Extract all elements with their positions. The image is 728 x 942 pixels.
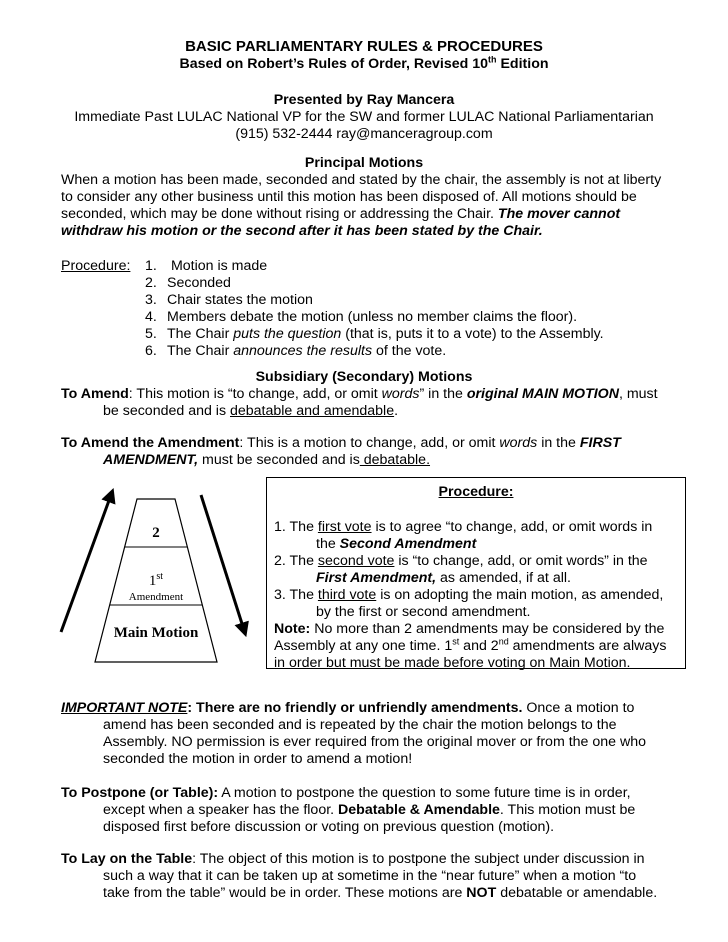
presenter-role: Immediate Past LULAC National VP for the SW and former LULAC National Parliamentarian [74, 109, 654, 125]
box-note: Note: No more than 2 amendments may be considered by the [274, 621, 665, 637]
presenter-contact: (915) 532-2444 ray@manceragroup.com [235, 126, 493, 142]
procedure-step: 2. Seconded [145, 275, 231, 291]
procedure-step: 3. Chair states the motion [145, 292, 313, 308]
main-motion-label: Main Motion [113, 625, 199, 641]
important-note-paragraph: IMPORTANT NOTE: There are no friendly or unfriendly amendments. Once a motion to amend has been seconded and is repeated by the chair the motion belongs to the Assembly. NO permission is ever required from the original mover or from the one who seconded the motion in order to amend a motion! [61, 700, 647, 767]
down-arrow [201, 495, 244, 630]
box-step-2: 2. The second vote is “to change, add, or omit words” in the [274, 553, 648, 569]
box-step-3: 3. The third vote is on adopting the main motion, as amended, [274, 587, 664, 603]
procedure-step: 5. The Chair puts the question (that is, puts it to a vote) to the Assembly. [145, 326, 604, 342]
lay-on-table-paragraph: To Lay on the Table: The object of this motion is to postpone the subject under discussion in such a way that it can be taken up at sometime in the “near future” when a motion “to take from the table” would be in order. These motions are NOT debatable or amendable. [61, 851, 658, 901]
presenter: Presented by Ray Mancera [273, 92, 455, 108]
level-1-label: 1st [148, 571, 164, 589]
amendment-pyramid-diagram [55, 487, 260, 667]
procedure-step: 6. The Chair announces the results of the vote. [145, 343, 447, 359]
box-heading: Procedure: [438, 484, 514, 500]
to-postpone-paragraph: To Postpone (or Table): A motion to postpone the question to some future time is in order, except when a speaker has the floor. Debatable & Amendable. This motion must be disposed first before discussion or voting on previous question (motion). [61, 785, 636, 835]
procedure-steps [145, 258, 604, 360]
procedure-step: 1. Motion is made [145, 258, 268, 274]
to-amend-paragraph: To Amend: This motion is “to change, add, or omit words” in the original MAIN MOTION, must be seconded and is debatable and amendable. [61, 386, 658, 419]
amend-the-amendment-paragraph: To Amend the Amendment: This is a motion to change, add, or omit words in the FIRST AMENDMENT, must be seconded and is debatable. [61, 435, 621, 468]
principal-motions-heading: Principal Motions [304, 155, 424, 171]
amendment-procedure-box: Procedure: 1. The first vote is to agree “to change, add, or omit words in the Second Amendment 2. The second vote is “to change, add, or omit words” in the First Amendment, as amended, if at all. 3. The third vote is on adopting the main motion, as amended, by the first or second amendment. Note: No more than 2 amendments may be considered by the Assembly at any one time. 1st and 2nd amendments are always in order but must be made before voting on Main Motion. [266, 477, 686, 669]
box-step-1: 1. The first vote is to agree “to change, add, or omit words in [274, 519, 653, 535]
level-2-label: 2 [152, 525, 160, 541]
document-subtitle: Based on Robert’s Rules of Order, Revised 10th Edition [179, 54, 549, 72]
level-1-sublabel: Amendment [128, 591, 184, 603]
procedure-step: 4. Members debate the motion (unless no member claims the floor). [145, 309, 578, 325]
up-arrow [61, 495, 111, 632]
subsidiary-heading: Subsidiary (Secondary) Motions [255, 369, 473, 385]
principal-motions-paragraph: When a motion has been made, seconded and stated by the chair, the assembly is not at liberty to consider any other business until this motion has been disposed of. All motions should be seconded, which may be done without rising or addressing the Chair. The mover cannot withdraw his motion or the second after it has been stated by the Chair. [61, 172, 662, 239]
document-title: BASIC PARLIAMENTARY RULES & PROCEDURES [185, 38, 543, 55]
procedure-label: Procedure: [61, 258, 131, 274]
